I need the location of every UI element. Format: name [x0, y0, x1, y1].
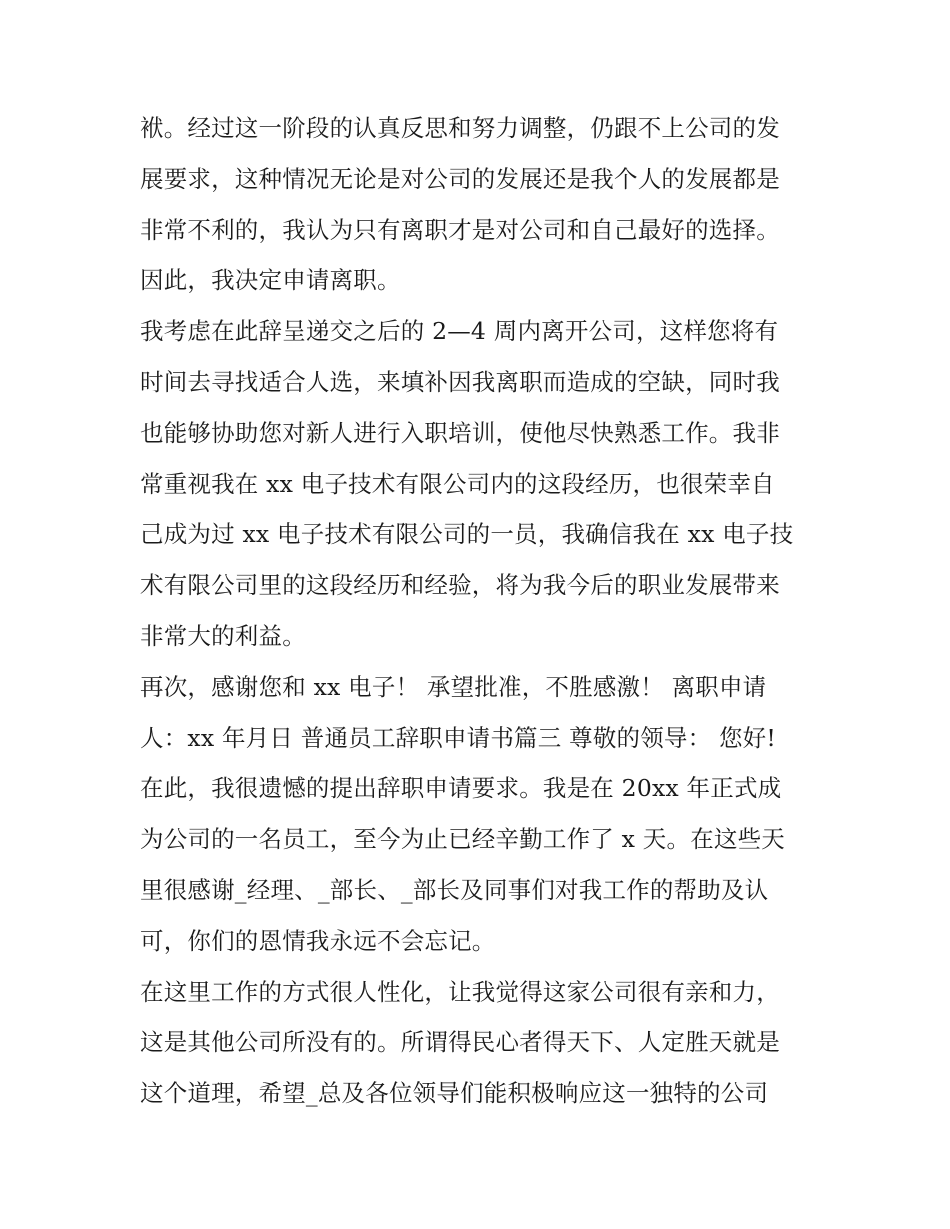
text-line: 这个道理，希望_总及各位领导们能积极响应这一独特的公司 — [140, 1079, 769, 1108]
text-line: 再次，感谢您和 xx 电子！ 承望批准，不胜感激！ 离职申请 — [140, 672, 767, 701]
text-line: 非常不利的，我认为只有离职才是对公司和自己最好的选择。 — [140, 215, 780, 244]
text-line: 我考虑在此辞呈递交之后的 2—4 周内离开公司，这样您将有 — [140, 317, 779, 346]
text-line: 常重视我在 xx 电子技术有限公司内的这段经历，也很荣幸自 — [140, 469, 775, 498]
text-line: 时间去寻找适合人选，来填补因我离职而造成的空缺，同时我 — [140, 367, 780, 396]
document-body — [140, 103, 820, 1119]
text-line: 可，你们的恩情我永远不会忘记。 — [140, 926, 496, 955]
text-line: 也能够协助您对新人进行入职培训，使他尽快熟悉工作。我非 — [140, 418, 780, 447]
text-line: 在此，我很遗憾的提出辞职申请要求。我是在 20xx 年正式成 — [140, 774, 782, 803]
text-line: 为公司的一名员工，至今为止已经辛勤工作了 x 天。在这些天 — [140, 825, 785, 854]
text-line: 非常大的利益。 — [140, 621, 306, 650]
text-line: 因此，我决定申请离职。 — [140, 266, 401, 295]
text-line: 在这里工作的方式很人性化，让我觉得这家公司很有亲和力， — [140, 977, 780, 1006]
text-line: 展要求，这种情况无论是对公司的发展还是我个人的发展都是 — [140, 164, 780, 193]
text-line: 人：xx 年月日 普通员工辞职申请书篇三 尊敬的领导： 您好! — [140, 723, 777, 752]
text-line: 这是其他公司所没有的。所谓得民心者得天下、人定胜天就是 — [140, 1028, 780, 1057]
text-line: 术有限公司里的这段经历和经验，将为我今后的职业发展带来 — [140, 571, 780, 600]
text-line: 里很感谢_经理、_部长、_部长及同事们对我工作的帮助及认 — [140, 875, 769, 904]
text-line: 己成为过 xx 电子技术有限公司的一员，我确信我在 xx 电子技 — [140, 520, 794, 549]
text-line: 袱。经过这一阶段的认真反思和努力调整，仍跟不上公司的发 — [140, 114, 780, 142]
